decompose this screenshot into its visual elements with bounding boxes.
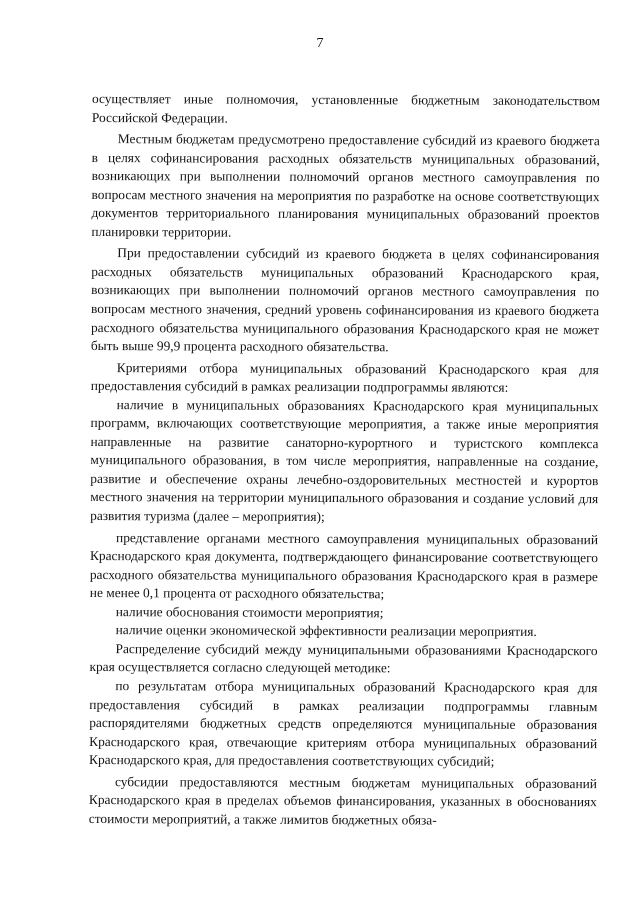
page-number: 7 xyxy=(316,36,324,51)
paragraph: наличие оценки экономической эффективности реализации мероприятия. xyxy=(115,622,537,640)
paragraph: Распределение субсидий между муниципальными образованиями Краснодарского края осуществляется согласно следующей методике: xyxy=(89,640,598,676)
body-text xyxy=(89,90,600,831)
paragraph: осуществляет иные полномочия, установленные бюджетным законодательством Российской Федерации. xyxy=(91,90,600,126)
paragraph: наличие обоснования стоимости мероприятия; xyxy=(115,603,384,621)
paragraph: субсидии предоставляются местным бюджетам муниципальных образований Краснодарского края в пределах объемов финансирования, указанных в обоснованиях стоимости мероприятий, а также лимитов бюджетных обяза- xyxy=(88,773,598,828)
paragraph: по результатам отбора муниципальных образований Краснодарского края для предоставления субсидий в рамках реализации подпрограммы главным распорядителями бюджетных средств определяются муниципальные образования Краснодарского края, отвечающие критериям отбора муниципальных образований Краснодарского края, для предоставления соответствующих субсидий; xyxy=(89,678,598,769)
paragraph: При предоставлении субсидий из краевого бюджета в целях софинансирования расходных обязательств муниципальных образований Краснодарского края, возникающих при выполнении полномочий органов местного самоуправления по вопросам местного значения, средний уровень софинансирования из краевого бюджета расходного обязательства муниципального образования Краснодарского края не может быть выше 99,9 процента расходного обязательства. xyxy=(90,245,600,355)
paragraph: Критериями отбора муниципальных образований Краснодарского края для предоставления субсидий в рамках реализации подпрограммы являются: xyxy=(90,359,599,396)
paragraph: Местным бюджетам предусмотрено предоставление субсидий из краевого бюджета в целях софинансирования расходных обязательств муниципальных образований, возникающих при выполнении полномочий органов местного самоуправления по вопросам местного значения на мероприятия по разработке на основе соответствующих документов территориального планирования муниципальных образований проектов планировки территории. xyxy=(91,131,600,240)
paragraph: представление органами местного самоуправления муниципальных образований Краснодарского края документа, подтверждающего финансирование соответствующего расходного обязательства муниципального образования Краснодарского края в размере не менее 0,1 процента от расходного обязательства; xyxy=(89,529,599,602)
paragraph: наличие в муниципальных образованиях Краснодарского края муниципальных программ, включающих соответствующие мероприятия, а также иные мероприятия направленные на развитие санаторно-курортного и туристского комплекса муниципального образования, в том числе мероприятия, направленные на создание, развитие и обеспечение охраны лечебно-оздоровительных местностей и курортов местного значения на территории муниципального образования и создание условий для развития туризма (далее – мероприятия); xyxy=(90,396,599,525)
